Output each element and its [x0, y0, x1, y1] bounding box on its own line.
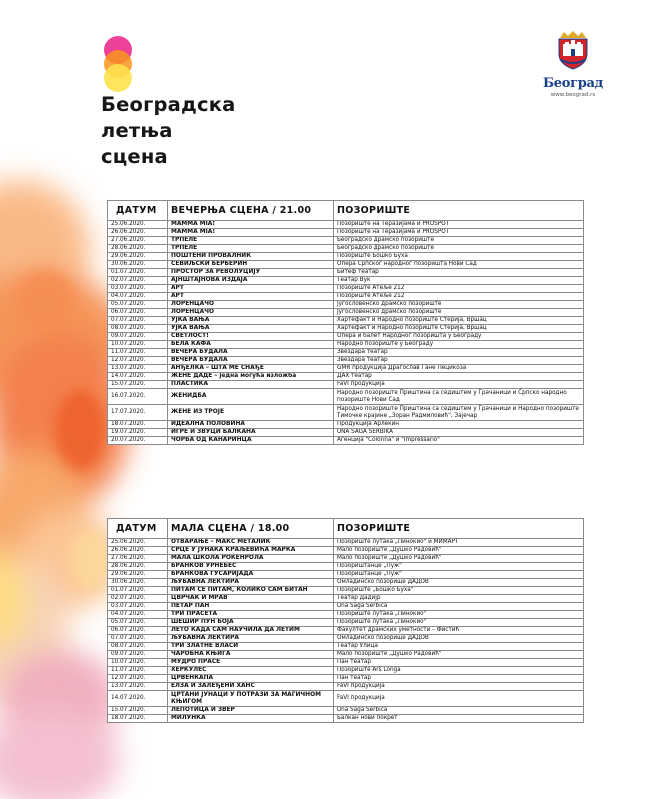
cell-date: 05.07.2020. [108, 619, 168, 627]
table-row [108, 341, 584, 349]
cell-theatre: Позориште Атеље 212 [334, 293, 584, 301]
cell-theatre: Агенција "Colonna" и "Impressario" [334, 437, 584, 445]
cell-theatre: Мало позориште „Душко Радовић" [334, 547, 584, 555]
table-row [108, 611, 584, 619]
cell-play: ЕЛЗА И ЗАЛЕЂЕНИ ХАНС [168, 683, 334, 691]
table-row [108, 357, 584, 365]
table-row [108, 651, 584, 659]
cell-play: АНЂЕЛКА – ШТА МЕ СНАЂЕ [168, 365, 334, 373]
cell-theatre: Позориште Бошко Буха [334, 253, 584, 261]
cell-play: ПЕТАР ПАН [168, 603, 334, 611]
cell-theatre: UNA SAGA SERBIKA [334, 429, 584, 437]
cell-theatre: Београдско драмско позориште [334, 245, 584, 253]
cell-play: ЛОРЕНЦАЧО [168, 301, 334, 309]
table-row [108, 237, 584, 245]
cell-play: БЕЛА КАФА [168, 341, 334, 349]
cell-date: 10.07.2020. [108, 659, 168, 667]
page-title [101, 92, 236, 170]
cell-date: 08.07.2020. [108, 325, 168, 333]
cell-date: 13.07.2020. [108, 365, 168, 373]
cell-date: 08.07.2020. [108, 643, 168, 651]
header-stage: МАЛА СЦЕНА / 18.00 [168, 519, 334, 539]
cell-play: MAMMA MIA! [168, 229, 334, 237]
cell-theatre: Позориште на Теразијама и PROSPOT [334, 229, 584, 237]
cell-play: ЖЕНИДБА [168, 389, 334, 405]
table-row [108, 547, 584, 555]
cell-theatre: ДАХ театар [334, 373, 584, 381]
cell-play: ПРОСТОР ЗА РЕВОЛУЦИЈУ [168, 269, 334, 277]
header-theatre: ПОЗОРИШТЕ [334, 201, 584, 221]
cell-theatre: Позориштанце „Пуж" [334, 571, 584, 579]
table-row [108, 643, 584, 651]
small-stage-schedule-table [107, 518, 584, 723]
table-row [108, 571, 584, 579]
cell-theatre: Una Saga Serbica [334, 707, 584, 715]
table-row [108, 261, 584, 269]
table-row [108, 587, 584, 595]
cell-theatre: Мало позориште „Душко Радовић" [334, 555, 584, 563]
cell-theatre: Факултет драмских уметности – Фистић [334, 627, 584, 635]
cell-play: ХЕРКУЛЕС [168, 667, 334, 675]
cell-play: ТРПЕЛЕ [168, 245, 334, 253]
cell-date: 27.06.2020. [108, 237, 168, 245]
cell-play: ИГРЕ И ЗВУЦИ БАЛКАНА [168, 429, 334, 437]
cell-date: 07.07.2020. [108, 317, 168, 325]
table-row [108, 555, 584, 563]
cell-play: ИДЕАЛНА ПОЛОВИНА [168, 421, 334, 429]
cell-theatre: Народно позориште у Београду [334, 341, 584, 349]
table-row [108, 349, 584, 357]
cell-theatre: Звездара театар [334, 349, 584, 357]
cell-play: ЖЕНЕ ИЗ ТРОЈЕ [168, 405, 334, 421]
cell-play: АЈНШТАЈНОВА ИЗДАЈА [168, 277, 334, 285]
cell-date: 13.07.2020. [108, 683, 168, 691]
cell-theatre: FaVI продукција [334, 381, 584, 389]
cell-theatre: Омладинско позорише ДАДОВ [334, 579, 584, 587]
cell-play: БРАНКОВ УРНЕБЕС [168, 563, 334, 571]
evening-schedule-table [107, 200, 584, 445]
cell-theatre: Una Saga Serbica [334, 603, 584, 611]
cell-play: АРТ [168, 293, 334, 301]
cell-play: ЉУБАВНА ЛЕКТИРА [168, 635, 334, 643]
cell-play: МИЛУНКА [168, 715, 334, 723]
cell-play: ВЕЧЕРА БУДАЛА [168, 357, 334, 365]
cell-theatre: FaVI продукција [334, 691, 584, 707]
table-row [108, 683, 584, 691]
cell-play: ЦРТАНИ ЈУНАЦИ У ПОТРАЗИ ЗА МАГИЧНОМ КЊИГОМ [168, 691, 334, 707]
cell-theatre: Опера и балет Народног позоришта у Београду [334, 333, 584, 341]
cell-date: 01.07.2020. [108, 269, 168, 277]
cell-theatre: FaVI продукција [334, 683, 584, 691]
table-row [108, 539, 584, 547]
cell-theatre: Пан театар [334, 659, 584, 667]
header-date: ДАТУМ [108, 201, 168, 221]
cell-theatre: Балкан нови покрет [334, 715, 584, 723]
table-row [108, 373, 584, 381]
cell-theatre: Театар Улица [334, 643, 584, 651]
table-row [108, 715, 584, 723]
cell-play: ЛОРЕНЦАЧО [168, 309, 334, 317]
cell-play: ТРИ ЗЛАТНЕ ВЛАСИ [168, 643, 334, 651]
cell-date: 04.07.2020. [108, 293, 168, 301]
table-row [108, 429, 584, 437]
cell-date: 16.07.2020. [108, 389, 168, 405]
title-line-1: Београдска [101, 93, 236, 116]
cell-date: 30.06.2020. [108, 579, 168, 587]
cell-play: МУДРО ПРАСЕ [168, 659, 334, 667]
dots-decoration [104, 36, 134, 96]
table-row [108, 325, 584, 333]
cell-date: 03.07.2020. [108, 285, 168, 293]
cell-theatre: Позориште „Бошко Буха" [334, 587, 584, 595]
table-row [108, 245, 584, 253]
cell-play: ТРПЕЛЕ [168, 237, 334, 245]
cell-play: MAMMA MIA! [168, 221, 334, 229]
cell-date: 17.07.2020. [108, 405, 168, 421]
cell-date: 03.07.2020. [108, 603, 168, 611]
table-row [108, 221, 584, 229]
table-row [108, 269, 584, 277]
beograd-logo [538, 30, 608, 98]
cell-play: ЉУБАВНА ЛЕКТИРА [168, 579, 334, 587]
cell-play: ЛЕТО КАДА САМ НАУЧИЛА ДА ЛЕТИМ [168, 627, 334, 635]
cell-date: 11.07.2020. [108, 349, 168, 357]
cell-theatre: Југословенско драмско позориште [334, 301, 584, 309]
cell-date: 18.07.2020. [108, 715, 168, 723]
table-header-row [108, 201, 584, 221]
table-row [108, 707, 584, 715]
table-row [108, 667, 584, 675]
cell-theatre: Народно позориште Приштина са седиштем у Грачаници и Српско народно позориште Нови Сад [334, 389, 584, 405]
cell-date: 20.07.2020. [108, 437, 168, 445]
table-row [108, 619, 584, 627]
table-row [108, 437, 584, 445]
table-header-row [108, 519, 584, 539]
cell-date: 06.07.2020. [108, 627, 168, 635]
cell-play: ПЛАСТИКА [168, 381, 334, 389]
cell-play: СВЕТЛОСТ! [168, 333, 334, 341]
table-row [108, 317, 584, 325]
header-stage: ВЕЧЕРЊА СЦЕНА / 21.00 [168, 201, 334, 221]
table-row [108, 389, 584, 405]
table-row [108, 691, 584, 707]
cell-theatre: Југословенско драмско позориште [334, 309, 584, 317]
cell-date: 09.07.2020. [108, 651, 168, 659]
table-row [108, 421, 584, 429]
cell-date: 05.07.2020. [108, 301, 168, 309]
cell-theatre: Позориште на Теразијама и PROSPOT [334, 221, 584, 229]
logo-wordmark: Београд [542, 76, 604, 91]
cell-theatre: Звездара театар [334, 357, 584, 365]
cell-play: ШЕШИР ПУН БОЈА [168, 619, 334, 627]
cell-date: 09.07.2020. [108, 333, 168, 341]
yellow-dot [104, 64, 132, 92]
cell-date: 11.07.2020. [108, 667, 168, 675]
cell-play: СРЦЕ У ЈУНАКА КРАЉЕВИЋА МАРКА [168, 547, 334, 555]
coat-of-arms-icon [556, 30, 590, 70]
table-row [108, 405, 584, 421]
cell-theatre: Пан театар [334, 675, 584, 683]
table-row [108, 301, 584, 309]
table-row [108, 603, 584, 611]
table-row [108, 595, 584, 603]
cell-theatre: Мало позориште „Душко Радовић" [334, 651, 584, 659]
table-row [108, 309, 584, 317]
cell-theatre: Хартефакт и Народно позориште Стерија, Вршац [334, 325, 584, 333]
cell-theatre: Продукција Арлекин [334, 421, 584, 429]
cell-date: 19.07.2020. [108, 429, 168, 437]
table-row [108, 333, 584, 341]
cell-theatre: Омладинско позорише ДАДОВ [334, 635, 584, 643]
cell-date: 06.07.2020. [108, 309, 168, 317]
cell-play: ЛЕПОТИЦА И ЗВЕР [168, 707, 334, 715]
cell-date: 15.07.2020. [108, 381, 168, 389]
cell-date: 18.07.2020. [108, 421, 168, 429]
cell-play: ПОШТЕНИ ПРОВАЛНИК [168, 253, 334, 261]
cell-theatre: Позориште лутака „Пинокио" [334, 611, 584, 619]
cell-date: 02.07.2020. [108, 277, 168, 285]
table-row [108, 659, 584, 667]
cell-play: ЦВРЧАК И МРАВ [168, 595, 334, 603]
cell-theatre: Позориштанце „Пуж" [334, 563, 584, 571]
table-row [108, 635, 584, 643]
cell-theatre: Позориште Атеље 212 [334, 285, 584, 293]
cell-theatre: Хартефакт и Народно позориште Стерија, Вршац [334, 317, 584, 325]
table-row [108, 277, 584, 285]
cell-theatre: GMR продукција Драгослав Гане Пецикоза [334, 365, 584, 373]
title-line-2: летња [101, 119, 173, 142]
table-row [108, 293, 584, 301]
table-row [108, 563, 584, 571]
cell-play: УЈКА ВАЊА [168, 317, 334, 325]
cell-date: 25.06.2020. [108, 539, 168, 547]
cell-play: ЖЕНЕ ДАДЕ – једна могућа изложба [168, 373, 334, 381]
header-theatre: ПОЗОРИШТЕ [334, 519, 584, 539]
cell-theatre: Београдско драмско позориште [334, 237, 584, 245]
cell-theatre: Опера Српског народног позоришта Нови Сад [334, 261, 584, 269]
cell-theatre: Народно позориште Приштина са седиштем у Грачаници и Народно позориште Тимочке крајине „Зоран Радмиловић", Зајечар [334, 405, 584, 421]
cell-date: 28.06.2020. [108, 563, 168, 571]
table-row [108, 285, 584, 293]
cell-date: 01.07.2020. [108, 587, 168, 595]
cell-date: 29.06.2020. [108, 571, 168, 579]
cell-play: УЈКА ВАЊА [168, 325, 334, 333]
cell-play: ЧАРОБНА КЊИГА [168, 651, 334, 659]
cell-date: 12.07.2020. [108, 357, 168, 365]
cell-theatre: Театар Вук [334, 277, 584, 285]
cell-date: 14.07.2020. [108, 373, 168, 381]
cell-play: БРАНКОВА ГУСАРИЈАДА [168, 571, 334, 579]
table-row [108, 381, 584, 389]
title-line-3: сцена [101, 145, 168, 168]
cell-date: 28.06.2020. [108, 245, 168, 253]
cell-play: ТРИ ПРАСЕТА [168, 611, 334, 619]
cell-date: 14.07.2020. [108, 691, 168, 707]
table-row [108, 253, 584, 261]
cell-theatre: Позориште Ars Longa [334, 667, 584, 675]
cell-play: ЧОРБА ОД КАНАРИНЦА [168, 437, 334, 445]
cell-date: 07.07.2020. [108, 635, 168, 643]
cell-date: 25.06.2020. [108, 221, 168, 229]
cell-play: ЦРВЕНКАПА [168, 675, 334, 683]
header-date: ДАТУМ [108, 519, 168, 539]
cell-date: 04.07.2020. [108, 611, 168, 619]
cell-theatre: Битеф театар [334, 269, 584, 277]
cell-play: ПИТАМ СЕ ПИТАМ, КОЛИКО САМ БИТАН [168, 587, 334, 595]
cell-play: СЕВИЉСКИ БЕРБЕРИН [168, 261, 334, 269]
cell-play: ВЕЧЕРА БУДАЛА [168, 349, 334, 357]
cell-date: 15.07.2020. [108, 707, 168, 715]
table-row [108, 579, 584, 587]
cell-date: 10.07.2020. [108, 341, 168, 349]
cell-date: 26.06.2020. [108, 547, 168, 555]
cell-date: 26.06.2020. [108, 229, 168, 237]
table-row [108, 675, 584, 683]
logo-url: www.beograd.rs [550, 92, 596, 98]
cell-date: 12.07.2020. [108, 675, 168, 683]
table-row [108, 365, 584, 373]
cell-play: АРТ [168, 285, 334, 293]
cell-theatre: Театар Дадиjр [334, 595, 584, 603]
cell-date: 30.06.2020. [108, 261, 168, 269]
cell-theatre: Позориште лутака „Пинокио" [334, 619, 584, 627]
cell-date: 02.07.2020. [108, 595, 168, 603]
cell-theatre: Позориште лутака „Пинокио" и МИМАРТ [334, 539, 584, 547]
cell-date: 27.06.2020. [108, 555, 168, 563]
cell-date: 29.06.2020. [108, 253, 168, 261]
table-row [108, 627, 584, 635]
cell-play: МАЛА ШКОЛА РОКЕНРОЛА [168, 555, 334, 563]
cell-play: ОТВАРАЊЕ – МАКС МЕТАЛИК [168, 539, 334, 547]
table-row [108, 229, 584, 237]
